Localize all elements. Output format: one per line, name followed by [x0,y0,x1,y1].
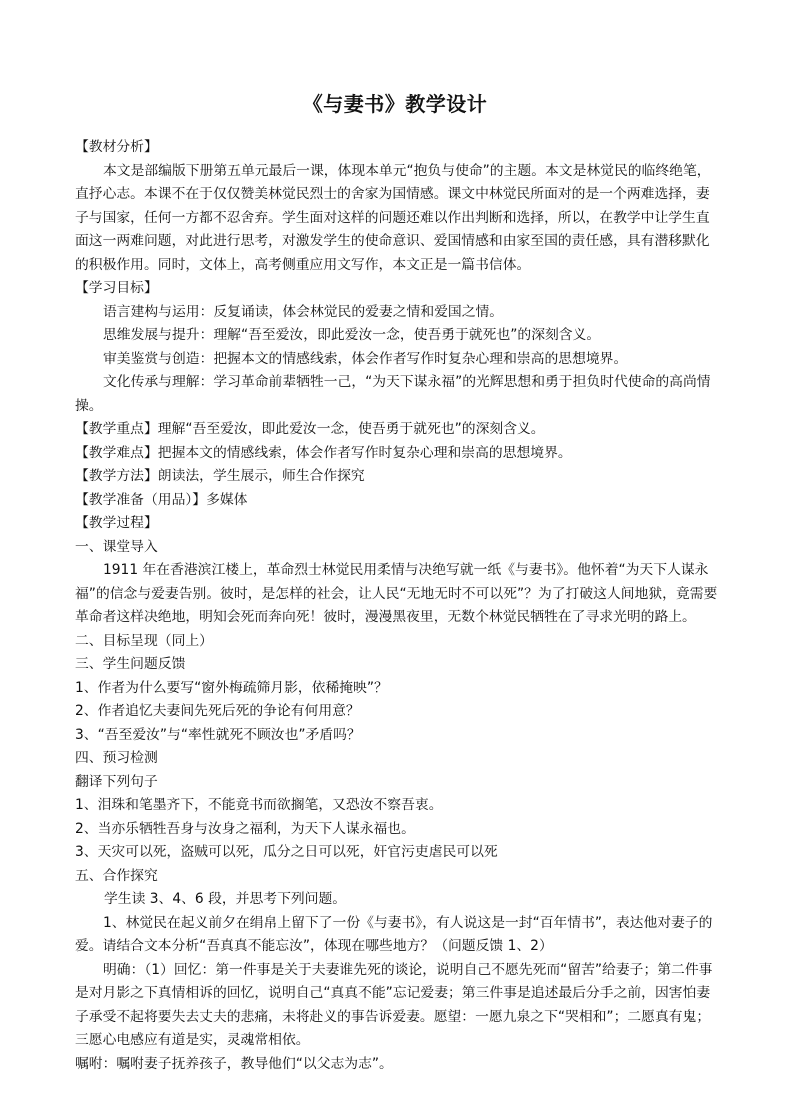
inquiry-answer-instruct: 嘱咐：嘱咐妻子抚养孩子，教导他们“以父志为志”。 [75,1055,393,1072]
question-2: 2、作者追忆夫妻间先死后死的争论有何用意？ [75,703,360,719]
teaching-focus: 【教学重点】理解“吾至爱汝，即此爱汝一念，使吾勇于就死也”的深刻含义。 [75,421,545,437]
paragraph-introduction: 1911 年在香港滨江楼上，革命烈士林觉民用柔情与决绝写就一纸《与妻书》。他怀着“为天下人谋永福”的信念与爱妻告别。彼时，是怎样的社会，让人民“无地无时不可以死”？为了打破这人间地狱，竟需要革命者这样决绝地，明知会死而奔向死！彼时，漫漫黑夜里，无数个林觉民牺牲在了寻求光明的路上。 [75,562,718,625]
translate-sentence-3: 3、天灾可以死，盗贼可以死，瓜分之日可以死，奸官污吏虐民可以死 [75,844,498,860]
document-title: 《与妻书》教学设计 [302,92,488,116]
document-body [75,136,720,1076]
translate-sentence-2: 2、当亦乐牺牲吾身与汝身之福利，为天下人谋永福也。 [75,820,415,837]
goal-aesthetic: 审美鉴赏与创造：把握本文的情感线索，体会作者写作时复杂心理和崇高的思想境界。 [103,350,628,367]
translate-sentence-1: 1、泪珠和笔墨齐下，不能竟书而欲搁笔，又恐汝不察吾衷。 [75,797,443,813]
step-heading-cooperative-inquiry: 五、合作探究 [75,867,158,884]
teaching-method: 【教学方法】朗读法，学生展示，师生合作探究 [75,468,365,484]
goal-culture: 文化传承与理解：学习革命前辈牺牲一己，“为天下谋永福”的光辉思想和勇于担负时代使命的高尚情操。 [75,374,711,414]
question-1: 1、作者为什么要写“窗外梅疏筛月影，依稀掩映”？ [75,679,388,696]
translate-instruction: 翻译下列句子 [75,773,158,790]
goal-language: 语言建构与运用：反复诵读，体会林觉民的爱妻之情和爱国之情。 [103,303,504,320]
teaching-preparation: 【教学准备（用品）】多媒体 [75,491,248,508]
question-3: 3、“吾至爱汝”与“率性就死不顾汝也”矛盾吗？ [75,726,361,743]
inquiry-instruction: 学生读 3、4、6 段，并思考下列问题。 [104,891,347,907]
section-heading-learning-goals: 【学习目标】 [75,280,158,296]
step-heading-goals: 二、目标呈现（同上） [75,632,213,649]
paragraph-textbook-analysis: 本文是部编版下册第五单元最后一课，体现本单元“抱负与使命”的主题。本文是林觉民的临终绝笔，直抒心志。本课不在于仅仅赞美林觉民烈士的舍家为国情感。课文中林觉民所面对的是一个两难选择，妻子与国家，任何一方都不忍舍弃。学生面对这样的问题还难以作出判断和选择，所以，在教学中让学生直面这一两难问题，对此进行思考，对激发学生的使命意识、爱国情感和由家至国的责任感，具有潜移默化的积极作用。同时，文体上，高考侧重应用文写作，本文正是一篇书信体。 [75,162,711,273]
step-heading-feedback: 三、学生问题反馈 [75,656,186,672]
section-heading-teaching-process: 【教学过程】 [75,515,158,531]
inquiry-question-1: 1、林觉民在起义前夕在绢帛上留下了一份《与妻书》，有人说这是一封“百年情书”，表达他对妻子的爱。请结合文本分析“吾真真不能忘汝”，体现在哪些地方？（问题反馈 1、2） [75,914,713,954]
section-heading-textbook-analysis: 【教材分析】 [75,139,158,155]
inquiry-answer: 明确：（1）回忆：第一件事是关于夫妻谁先死的谈论，说明自己不愿先死而“留苦”给妻子；第二件事是对月影之下真情相诉的回忆，说明自己“真真不能”忘记爱妻；第三件事是追述最后分手之前，因害怕妻子承受不起将要失去丈夫的悲痛，未将赴义的事告诉爱妻。愿望：一愿九泉之下“哭相和”；二愿真有鬼；三愿心电感应有道是实，灵魂常相依。 [75,961,713,1048]
step-heading-introduction: 一、课堂导入 [75,538,158,555]
teaching-difficulty: 【教学难点】把握本文的情感线索，体会作者写作时复杂心理和崇高的思想境界。 [75,444,572,461]
goal-thinking: 思维发展与提升：理解“吾至爱汝，即此爱汝一念，使吾勇于就死也”的深刻含义。 [103,327,601,343]
step-heading-preview-check: 四、预习检测 [75,750,158,766]
